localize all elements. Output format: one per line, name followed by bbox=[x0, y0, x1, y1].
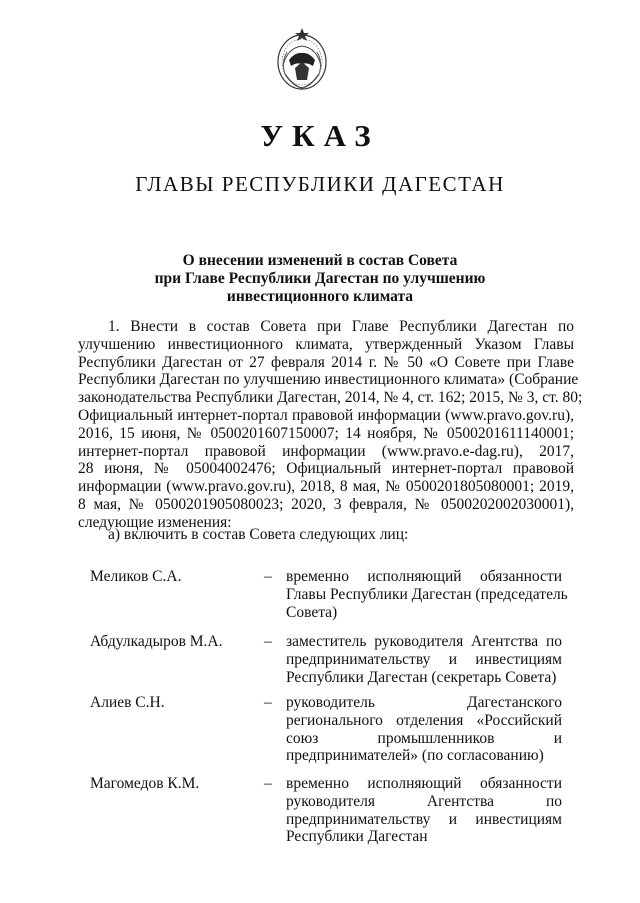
body-line: следующие изменения: bbox=[78, 513, 232, 531]
body-line: интернет-портал правовой информации (www.pravo.e-dag.ru), 2017, bbox=[78, 442, 574, 460]
role-line: Главы Республики Дагестан (председатель bbox=[286, 585, 568, 603]
member-dash: – bbox=[264, 633, 272, 650]
body-line: Республики Дагестан по улучшению инвестиционного климата» (Собрание bbox=[78, 371, 579, 389]
member-name: Магомедов К.М. bbox=[90, 775, 200, 792]
role-line: руководитель Дагестанского bbox=[286, 694, 562, 711]
member-name: Меликов С.А. bbox=[90, 568, 182, 585]
decree-subtitle: ГЛАВЫ РЕСПУБЛИКИ ДАГЕСТАН bbox=[135, 172, 505, 196]
body-line: 1. Внести в состав Совета при Главе Республики Дагестан по bbox=[108, 318, 574, 335]
role-line: регионального отделения «Российский bbox=[286, 711, 562, 729]
member-role bbox=[286, 775, 562, 846]
body-line: Официальный интернет-портал правовой информации (www.pravo.gov.ru), bbox=[78, 406, 574, 424]
role-line: временно исполняющий обязанности bbox=[286, 568, 562, 585]
body-line: 2016, 15 июня, № 0500201607150007; 14 ноября, № 0500201611140001; bbox=[78, 424, 574, 442]
heading-line: при Главе Республики Дагестан по улучшению bbox=[154, 270, 486, 287]
role-line: предпринимателей» (по согласованию) bbox=[286, 747, 544, 765]
decree-title: УКАЗ bbox=[260, 118, 380, 153]
role-line: заместитель руководителя Агентства по bbox=[286, 633, 562, 650]
body-line: улучшению инвестиционного климата, утвержденный Указом Главы bbox=[78, 335, 574, 353]
member-dash: – bbox=[264, 775, 272, 792]
body-line: Республики Дагестан от 27 февраля 2014 г. № 50 «О Совете при Главе bbox=[78, 353, 574, 371]
role-line: Совета) bbox=[286, 603, 338, 621]
role-line: временно исполняющий обязанности bbox=[286, 775, 562, 792]
role-line: руководителя Агентства по bbox=[286, 792, 562, 810]
role-line: предпринимательству и инвестициям bbox=[286, 650, 562, 668]
body-line: информации (www.pravo.gov.ru), 2018, 8 мая, № 0500201805080001; 2019, bbox=[78, 478, 574, 496]
member-role bbox=[286, 568, 568, 621]
subitem-a: а) включить в состав Совета следующих лиц: bbox=[108, 526, 409, 543]
member-dash: – bbox=[264, 694, 272, 711]
decree-heading bbox=[130, 252, 510, 306]
republic-emblem-icon bbox=[273, 22, 331, 96]
heading-line: инвестиционного климата bbox=[226, 288, 414, 305]
role-line: союз промышленников и bbox=[286, 729, 562, 747]
body-line: законодательства Республики Дагестан, 2014, № 4, ст. 162; 2015, № 3, ст. 80; bbox=[78, 389, 583, 407]
heading-line: О внесении изменений в состав Совета bbox=[182, 252, 458, 269]
member-role bbox=[286, 694, 562, 765]
member-dash: – bbox=[264, 568, 272, 585]
member-role bbox=[286, 633, 562, 686]
role-line: Республики Дагестан (секретарь Совета) bbox=[286, 668, 557, 686]
body-line: 8 мая, № 0500201905080023; 2020, 3 февраля, № 0500202002030001), bbox=[78, 495, 574, 513]
member-name: Алиев С.Н. bbox=[90, 694, 165, 711]
role-line: предпринимательству и инвестициям bbox=[286, 810, 562, 828]
member-name: Абдулкадыров М.А. bbox=[90, 633, 223, 650]
body-line: 28 июня, № 05004002476; Официальный интернет-портал правовой bbox=[78, 460, 574, 478]
decree-body bbox=[78, 318, 583, 532]
role-line: Республики Дагестан bbox=[286, 828, 428, 846]
